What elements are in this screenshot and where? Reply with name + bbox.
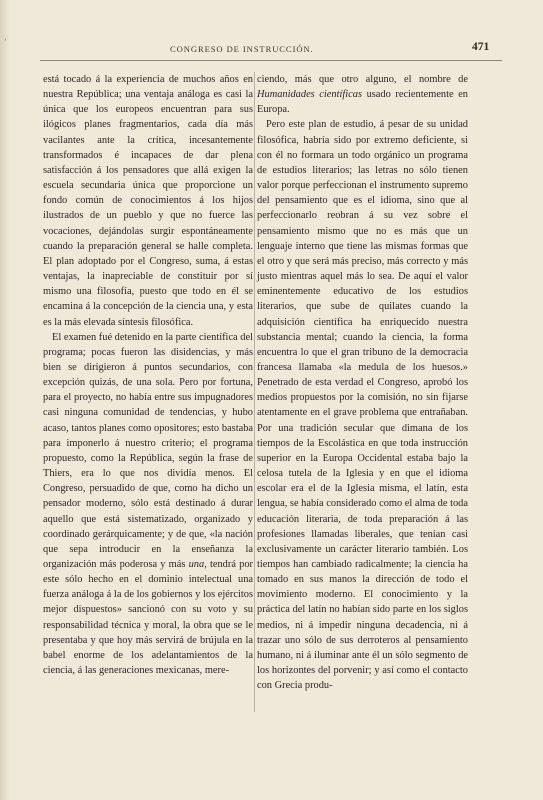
right-column (257, 72, 468, 693)
paragraph-text: ciendo, más que otro alguno, el nombre de (257, 74, 468, 85)
emphasis-text: una (188, 559, 205, 570)
header-rule (40, 60, 502, 61)
page-number: 471 (472, 41, 490, 53)
paragraph-text: El examen fué detenido en la parte científica del programa; pocas fueron las disidencias, y más bien se dirigieron á puntos secundarios, con excepción quizás, de una sola. Pero por fortuna, para el proyecto, no había entre sus impugnadores casi ninguna comunidad de tendencias, y hubo acaso, tantos planes como opositores; esto bastaba para imponerlo á nuestro criterio; el programa propuesto, como la República, según la frase de Thiers, era lo que nos dividía menos. El Congreso, persuadido de que, como ha dicho un pensador moderno, sólo está destinado á durar aquello que está sistematizado, organizado y coordinado gerárquicamente; y de que, «la nación que sepa introducir en la enseñanza la organización más poderosa y más (43, 331, 253, 570)
margin-mark: ʼ (4, 38, 7, 47)
page-edge-shadow (0, 0, 10, 800)
left-column (43, 72, 253, 678)
column-divider (254, 72, 255, 712)
paragraph: está tocado á la experiencia de muchos años en nuestra República; una ventaja análoga es casi la única que los europeos encuentran para sus ilógicos planes fragmentarios, cada día más vacilantes ante la crítica, incesantemente transformados é incapaces de dar plena satisfacción á los pensadores que allá exigen la escuela secundaria única que proporcione un fondo común de conocimientos á los hijos ilustrados de un pueblo y que no fuerce las vocaciones, dejándolas surgir espontáneamente cuando la preparación general se halle completa. El plan adoptado por el Congreso, suma, á estas ventajas, la inapreciable de constituir por sí mismo una filosofía, puesto que todo en él se encamina á la concepción de la ciencia una, y esta es la más elevada síntesis filosófica. (43, 74, 253, 328)
paragraph (43, 330, 253, 679)
running-head: CONGRESO DE INSTRUCCIÓN. (170, 44, 314, 54)
paragraph-text: , tendrá por este sólo hecho en el dominio intelectual una fuerza análoga á la de los gobiernos y los ejércitos mejor dispuestos» sancionó con su voto y su responsabilidad técnica y moral, la obra que se le presentaba y que hoy más servirá de brújula en la babel enorme de los adelantamientos de la ciencia, á las generaciones mexicanas, mere- (43, 559, 253, 677)
emphasis-text: Humanidades científicas (257, 89, 362, 101)
paragraph (257, 72, 468, 117)
paragraph: Pero este plan de estudio, á pesar de su unidad filosófica, habría sido por extremo deficiente, si con él no formara un todo orgánico un programa de estudios literarios; las letras no sólo tienen valor porque perfeccionan el instrumento supremo del pensamiento que es el idioma, sino que al perfeccionarlo reobran á su vez sobre el pensamiento mismo que no es más que un lenguaje interno que tiene las mismas formas que el otro y que será más preciso, más correcto y más justo mientras aquel más lo sea. De aquí el valor eminentemente educativo de los estudios literarios, que sube de quilates cuando la adquisición científica ha enriquecido nuestra substancia mental; cuando la ciencia, la forma encuentra lo que el gran tribuno de la democracia francesa llamaba «la medula de los huesos.» Penetrado de esta verdad el Congreso, aprobó los medios propuestos por la comisión, no sin fijarse atentamente en el grave problema que entrañaban. Por una tradición secular que dimana de los tiempos de la Escolástica en que toda instrucción superior en la Europa Occidental estaba bajo la celosa tutela de la Iglesia y en que el idioma escolar era el de la Iglesia misma, el latín, esta lengua, se había considerado como el alma de toda educación literaria, de toda preparación á las profesiones llamadas liberales, que tenían casi exclusivamente un carácter literario también. Los tiempos han cambiado radicalmente; la ciencia ha tomado en sus manos la dirección de todo el movimiento moderno. El conocimiento y la práctica del latín no habían sido parte en los siglos medios, ni á impedir ninguna decadencia, ni á trazar uno sólo de sus derroteros al pensamiento humano, ni á iluminar ante él un sólo segmento de los horizontes del porvenir; y así como el contacto con Grecia produ- (257, 119, 468, 692)
paragraph-text: usado recientemente en Europa. (257, 89, 469, 116)
